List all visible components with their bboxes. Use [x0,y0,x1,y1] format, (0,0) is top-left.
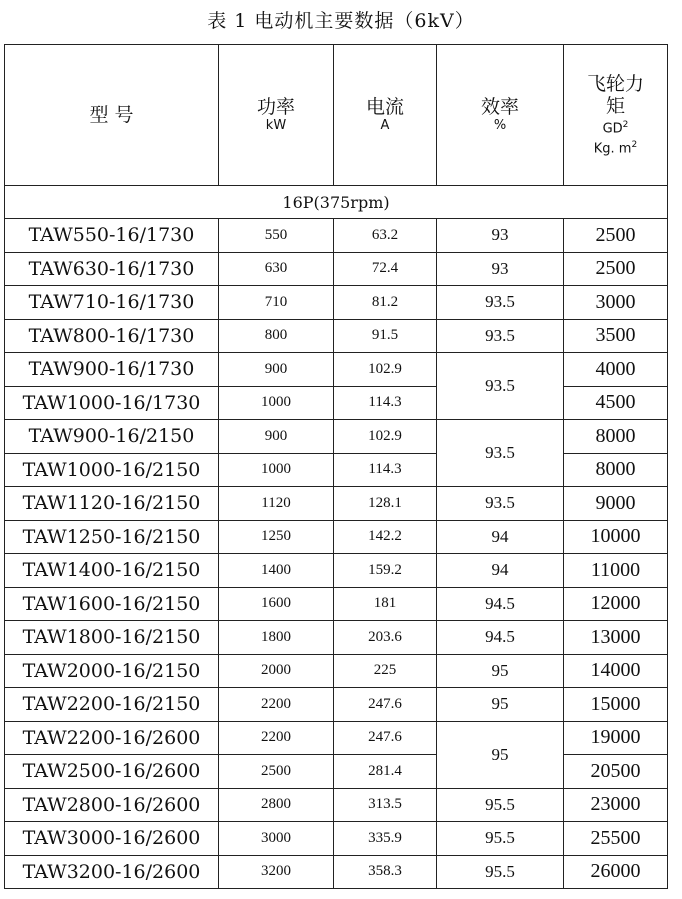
header-eff-unit: % [493,118,507,133]
cell-efficiency: 93.5 [437,420,564,487]
table-row [5,855,668,889]
cell-current: 102.9 [334,353,437,387]
header-model-label: 型 号 [89,104,134,126]
cell-gd2: 20500 [564,755,668,789]
cell-power: 1000 [219,453,334,487]
cell-model: TAW900-16/1730 [5,353,219,387]
table-row [5,688,668,722]
cell-current: 128.1 [334,487,437,521]
table-row [5,654,668,688]
speed-group-label: 16P(375rpm) [5,186,668,219]
cell-current: 159.2 [334,554,437,588]
cell-gd2: 26000 [564,855,668,889]
cell-efficiency: 94 [437,520,564,554]
motor-data-table [4,44,668,889]
table-row [5,353,668,387]
cell-power: 3200 [219,855,334,889]
cell-model: TAW2200-16/2600 [5,721,219,755]
header-efficiency [437,45,564,186]
cell-current: 225 [334,654,437,688]
cell-power: 1800 [219,621,334,655]
cell-model: TAW1400-16/2150 [5,554,219,588]
cell-model: TAW1250-16/2150 [5,520,219,554]
cell-efficiency: 93.5 [437,353,564,420]
cell-power: 900 [219,353,334,387]
cell-efficiency: 94 [437,554,564,588]
cell-gd2: 8000 [564,453,668,487]
cell-power: 2800 [219,788,334,822]
cell-model: TAW2200-16/2150 [5,688,219,722]
cell-model: TAW1000-16/2150 [5,453,219,487]
cell-efficiency: 95.5 [437,822,564,856]
cell-power: 2000 [219,654,334,688]
cell-power: 1400 [219,554,334,588]
cell-current: 281.4 [334,755,437,789]
cell-model: TAW1000-16/1730 [5,386,219,420]
cell-model: TAW800-16/1730 [5,319,219,353]
cell-model: TAW3200-16/2600 [5,855,219,889]
cell-efficiency: 93.5 [437,487,564,521]
cell-current: 114.3 [334,453,437,487]
header-current-unit: A [380,118,390,133]
cell-gd2: 2500 [564,219,668,253]
cell-gd2: 25500 [564,822,668,856]
table-row [5,621,668,655]
cell-current: 247.6 [334,688,437,722]
cell-gd2: 13000 [564,621,668,655]
cell-power: 1600 [219,587,334,621]
header-gd-label-2: 矩 [605,94,625,117]
table-row [5,319,668,353]
cell-efficiency: 94.5 [437,621,564,655]
cell-gd2: 23000 [564,788,668,822]
table-row [5,788,668,822]
cell-gd2: 10000 [564,520,668,554]
header-eff-label: 效率 [480,96,519,118]
cell-power: 1250 [219,520,334,554]
table-row [5,554,668,588]
cell-model: TAW550-16/1730 [5,219,219,253]
table-row [5,286,668,320]
header-power [219,45,334,186]
cell-current: 114.3 [334,386,437,420]
cell-current: 63.2 [334,219,437,253]
cell-power: 550 [219,219,334,253]
table-row [5,755,668,789]
header-gd-label-1: 飞轮力 [586,72,644,95]
cell-efficiency: 95 [437,721,564,788]
cell-power: 1120 [219,487,334,521]
table-row [5,587,668,621]
cell-model: TAW1120-16/2150 [5,487,219,521]
cell-power: 2200 [219,721,334,755]
cell-current: 247.6 [334,721,437,755]
table-row [5,453,668,487]
header-power-unit: kW [265,118,287,133]
cell-efficiency: 93 [437,219,564,253]
cell-gd2: 9000 [564,487,668,521]
cell-power: 710 [219,286,334,320]
cell-power: 630 [219,252,334,286]
cell-gd2: 12000 [564,587,668,621]
header-gd2 [564,45,668,186]
cell-model: TAW1800-16/2150 [5,621,219,655]
cell-efficiency: 95.5 [437,855,564,889]
cell-current: 72.4 [334,252,437,286]
cell-gd2: 3000 [564,286,668,320]
cell-current: 335.9 [334,822,437,856]
cell-gd2: 4500 [564,386,668,420]
header-current [334,45,437,186]
cell-current: 358.3 [334,855,437,889]
cell-efficiency: 95 [437,654,564,688]
cell-gd2: 14000 [564,654,668,688]
cell-current: 181 [334,587,437,621]
cell-current: 313.5 [334,788,437,822]
cell-gd2: 8000 [564,420,668,454]
cell-gd2: 19000 [564,721,668,755]
cell-model: TAW710-16/1730 [5,286,219,320]
table-row [5,520,668,554]
cell-model: TAW2000-16/2150 [5,654,219,688]
cell-model: TAW2500-16/2600 [5,755,219,789]
table-row [5,721,668,755]
cell-model: TAW1600-16/2150 [5,587,219,621]
table-row [5,420,668,454]
cell-current: 102.9 [334,420,437,454]
header-gd-unit: Kg. $m^2$ [593,140,638,157]
cell-efficiency: 95 [437,688,564,722]
header-model [5,45,219,186]
table-title: 表 1 电动机主要数据（6kV） [207,10,475,32]
table-row [5,219,668,253]
cell-efficiency: 93 [437,252,564,286]
cell-current: 142.2 [334,520,437,554]
cell-gd2: 15000 [564,688,668,722]
cell-gd2: 3500 [564,319,668,353]
cell-model: TAW2800-16/2600 [5,788,219,822]
cell-power: 3000 [219,822,334,856]
cell-efficiency: 93.5 [437,286,564,320]
cell-current: 81.2 [334,286,437,320]
table-header-row [5,45,668,186]
cell-current: 203.6 [334,621,437,655]
cell-efficiency: 93.5 [437,319,564,353]
table-row [5,487,668,521]
cell-gd2: 11000 [564,554,668,588]
cell-model: TAW900-16/2150 [5,420,219,454]
cell-power: 2500 [219,755,334,789]
cell-current: 91.5 [334,319,437,353]
cell-model: TAW3000-16/2600 [5,822,219,856]
header-gd-symbol: $GD^2$ [602,119,629,136]
table-row [5,386,668,420]
cell-power: 2200 [219,688,334,722]
header-power-label: 功率 [256,96,295,118]
cell-model: TAW630-16/1730 [5,252,219,286]
header-current-label: 电流 [365,96,404,118]
cell-power: 1000 [219,386,334,420]
table-row [5,822,668,856]
cell-power: 800 [219,319,334,353]
table-row [5,252,668,286]
cell-power: 900 [219,420,334,454]
cell-gd2: 4000 [564,353,668,387]
cell-efficiency: 94.5 [437,587,564,621]
cell-gd2: 2500 [564,252,668,286]
cell-efficiency: 95.5 [437,788,564,822]
